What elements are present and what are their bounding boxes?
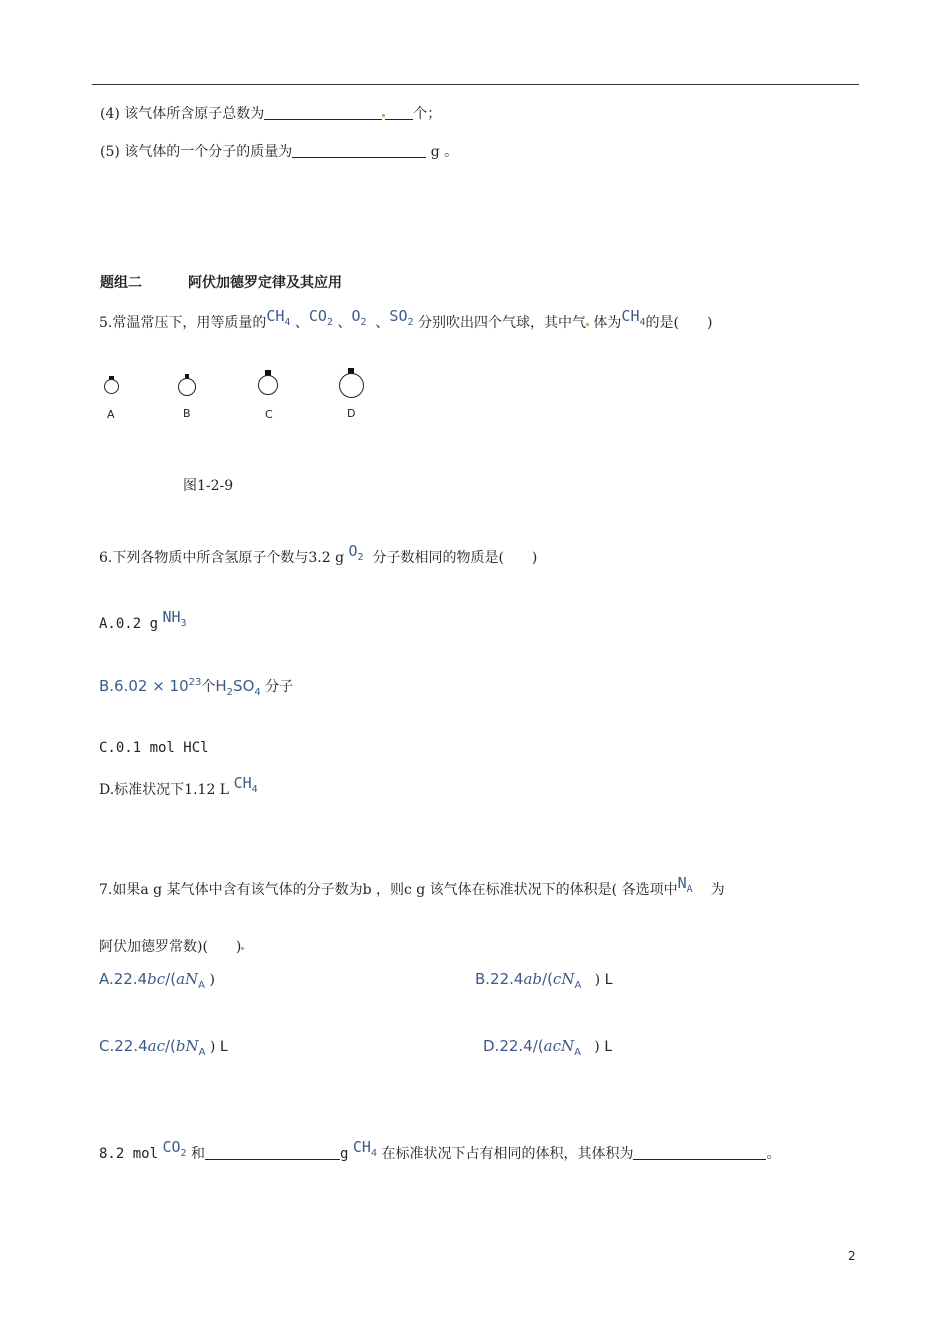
q4-blank-2[interactable] (385, 105, 413, 120)
formula-ch4: $CH_4$ (233, 774, 258, 795)
figure-caption: 图1-2-9 (183, 478, 234, 494)
balloon-circle (258, 375, 278, 395)
q5-stem: 5.常温常压下，用等质量的$CH_4$ 、$CO_2$ 、$O_2$ 、$SO_2$ 分别吹出四个气球，其中气 体为$CH_4$的是( ) (99, 307, 713, 331)
formula-co2: $CO_2$ (162, 1138, 187, 1159)
q6-option-d[interactable]: D.标准状况下1.12 L $CH_4$ (99, 774, 258, 798)
q7-option-c[interactable]: $C.22.4ac/(bN_A$ ) L (99, 1037, 229, 1058)
formula-co2: $CO_2$ (308, 307, 333, 328)
formula-so2: $SO_2$ (389, 307, 414, 328)
ink-dot (241, 947, 244, 950)
q5prev-blank[interactable] (292, 143, 426, 158)
balloon-label: A (107, 408, 115, 421)
q7-stem-line2: 阿伏加德罗常数)( ) (99, 936, 244, 956)
q4-blank[interactable] (264, 105, 382, 120)
balloon-label: C (265, 408, 273, 421)
formula-o2: $O_2$ (351, 307, 367, 328)
q6-option-b[interactable]: $B.6.02 \times 10^{23}$个$H_2SO_4$ 分子 (99, 677, 294, 698)
formula-ch4-target: $CH_4$ (621, 307, 646, 328)
q5prev-line: (5) 该气体的一个分子的质量为 g 。 (100, 144, 459, 160)
q7-option-a[interactable]: $A.22.4bc/(aN_A$ ) (99, 970, 215, 991)
balloon-label: B (183, 407, 191, 420)
balloon-label: D (347, 407, 356, 420)
q6-option-c[interactable]: C.0.1 mol HCl (99, 740, 209, 756)
balloon-circle (339, 373, 364, 398)
formula-o2: $O_2$ (348, 542, 364, 563)
q6-stem: 6.下列各物质中所含氢原子个数与3.2 g $O_2$ 分子数相同的物质是( ) (99, 542, 538, 566)
header-rule (92, 84, 859, 85)
formula-h2so4: $H_2SO_4$ (215, 677, 261, 698)
q7-option-d[interactable]: D.22.4/(acN$_A$ ) L (483, 1037, 613, 1058)
q8-volume-blank[interactable] (633, 1145, 766, 1160)
formula-nh3: $NH_3$ (162, 608, 187, 629)
page-number: 2 (848, 1249, 856, 1263)
balloon-circle (178, 378, 196, 396)
ink-dot (586, 323, 589, 326)
q8-stem: 8.2 mol $CO_2$ 和 g $CH_4$ 在标准状况下占有相同的体积，其体积为 。 (99, 1138, 781, 1162)
q7-stem-line1: 7.如果a g 某气体中含有该气体的分子数为b ，则c g 该气体在标准状况下的体积是( 各选项中$N_A$ 为 (99, 874, 725, 898)
formula-ch4: $CH_4$ (352, 1138, 377, 1159)
balloon-circle (104, 379, 119, 394)
q4-line: (4) 该气体所含原子总数为 个； (100, 106, 442, 122)
q6-option-a[interactable]: A.0.2 g $NH_3$ (99, 608, 187, 632)
section-heading: 题组二 阿伏加德罗定律及其应用 (100, 275, 342, 291)
symbol-na: $N_A$ (677, 874, 693, 895)
q8-mass-blank[interactable] (205, 1145, 340, 1160)
formula-ch4: $CH_4$ (266, 307, 291, 328)
q7-option-b[interactable]: $B.22.4ab/(cN_A$ ) L (475, 970, 614, 991)
